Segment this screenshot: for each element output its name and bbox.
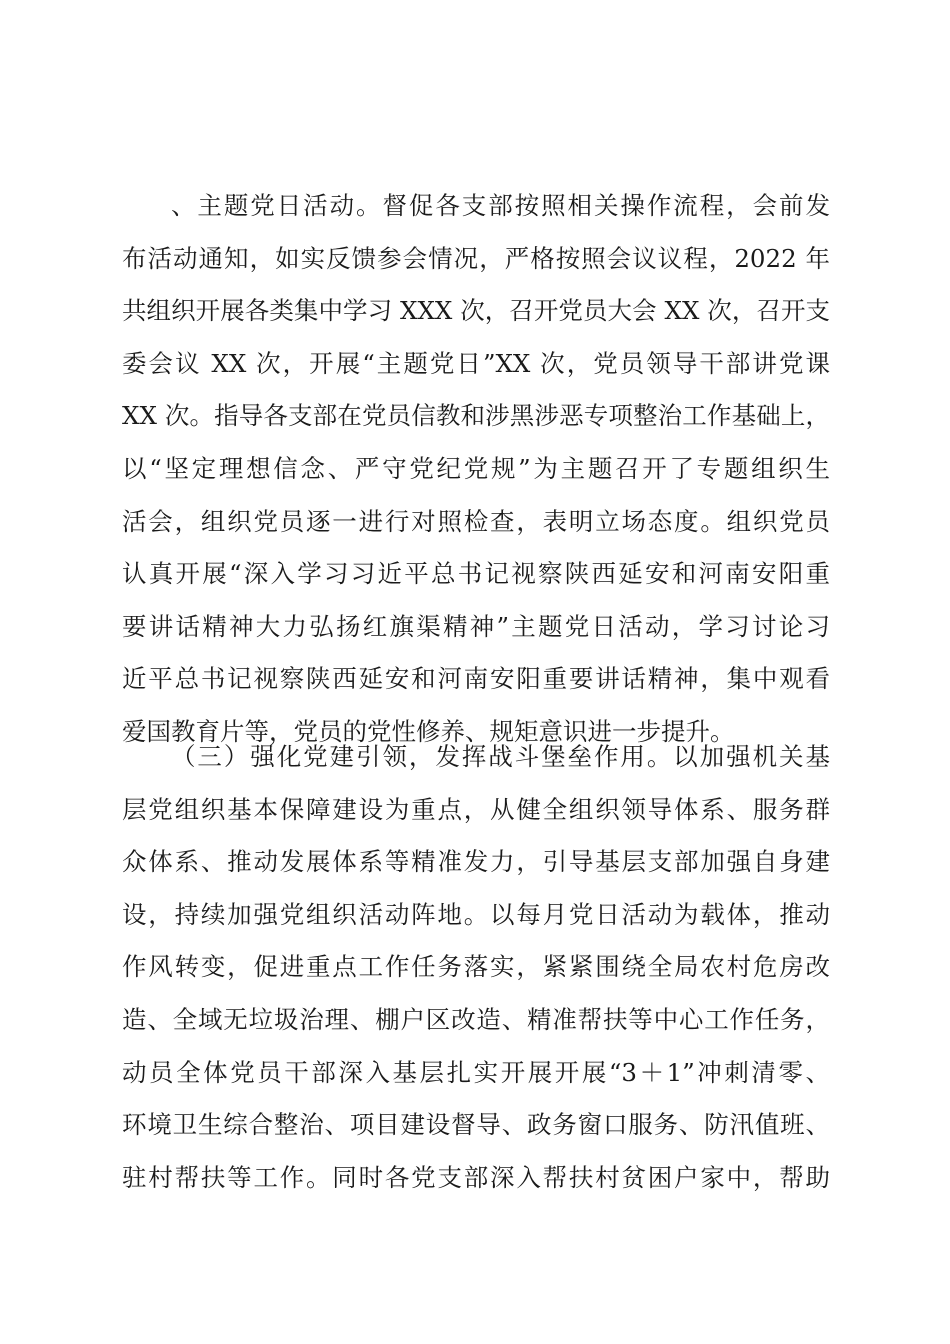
text-line: 众体系、推动发展体系等精准发力，引导基层支部加强自身建: [122, 847, 830, 877]
text-line: 爱国教育片等，党员的党性修养、规矩意识进一步提升。: [122, 716, 735, 746]
text-line: 要讲话精神大力弘扬红旗渠精神”主题党日活动，学习讨论习: [122, 611, 830, 641]
text-line: 认真开展“深入学习习近平总书记视察陕西延安和河南安阳重: [122, 559, 830, 589]
text-line: 造、全域无垃圾治理、棚户区改造、精准帮扶等中心工作任务，: [122, 1004, 830, 1034]
text-line: 环境卫生综合整治、项目建设督导、政务窗口服务、防汛值班、: [122, 1110, 830, 1140]
text-line: XX 次。指导各支部在党员信教和涉黑涉恶专项整治工作基础上，: [122, 401, 830, 431]
text-line: 作风转变，促进重点工作任务落实，紧紧围绕全局农村危房改: [122, 952, 830, 982]
text-line: 近平总书记视察陕西延安和河南安阳重要讲话精神，集中观看: [122, 664, 830, 694]
paragraph-theme-party-day: [122, 180, 830, 759]
paragraph-party-building: [122, 731, 830, 1204]
text-line: 布活动通知，如实反馈参会情况，严格按照会议议程，2022 年: [122, 243, 830, 273]
text-line: 委会议 XX 次，开展“主题党日”XX 次，党员领导干部讲党课: [122, 348, 830, 378]
text-line: （三）强化党建引领，发挥战斗堡垒作用。以加强机关基: [171, 742, 830, 771]
text-line: 共组织开展各类集中学习 XXX 次，召开党员大会 XX 次，召开支: [122, 296, 830, 326]
text-line: 以“坚定理想信念、严守党纪党规”为主题召开了专题组织生: [122, 453, 830, 483]
text-line: 、主题党日活动。督促各支部按照相关操作流程，会前发: [171, 191, 830, 220]
text-line: 活会，组织党员逐一进行对照检查，表明立场态度。组织党员: [122, 506, 830, 536]
text-line: 动员全体党员干部深入基层扎实开展开展“3＋1”冲刺清零、: [122, 1057, 830, 1087]
text-line: 设，持续加强党组织活动阵地。以每月党日活动为载体，推动: [122, 899, 830, 929]
text-line: 层党组织基本保障建设为重点，从健全组织领导体系、服务群: [122, 794, 830, 824]
text-line: 驻村帮扶等工作。同时各党支部深入帮扶村贫困户家中，帮助: [122, 1162, 830, 1192]
